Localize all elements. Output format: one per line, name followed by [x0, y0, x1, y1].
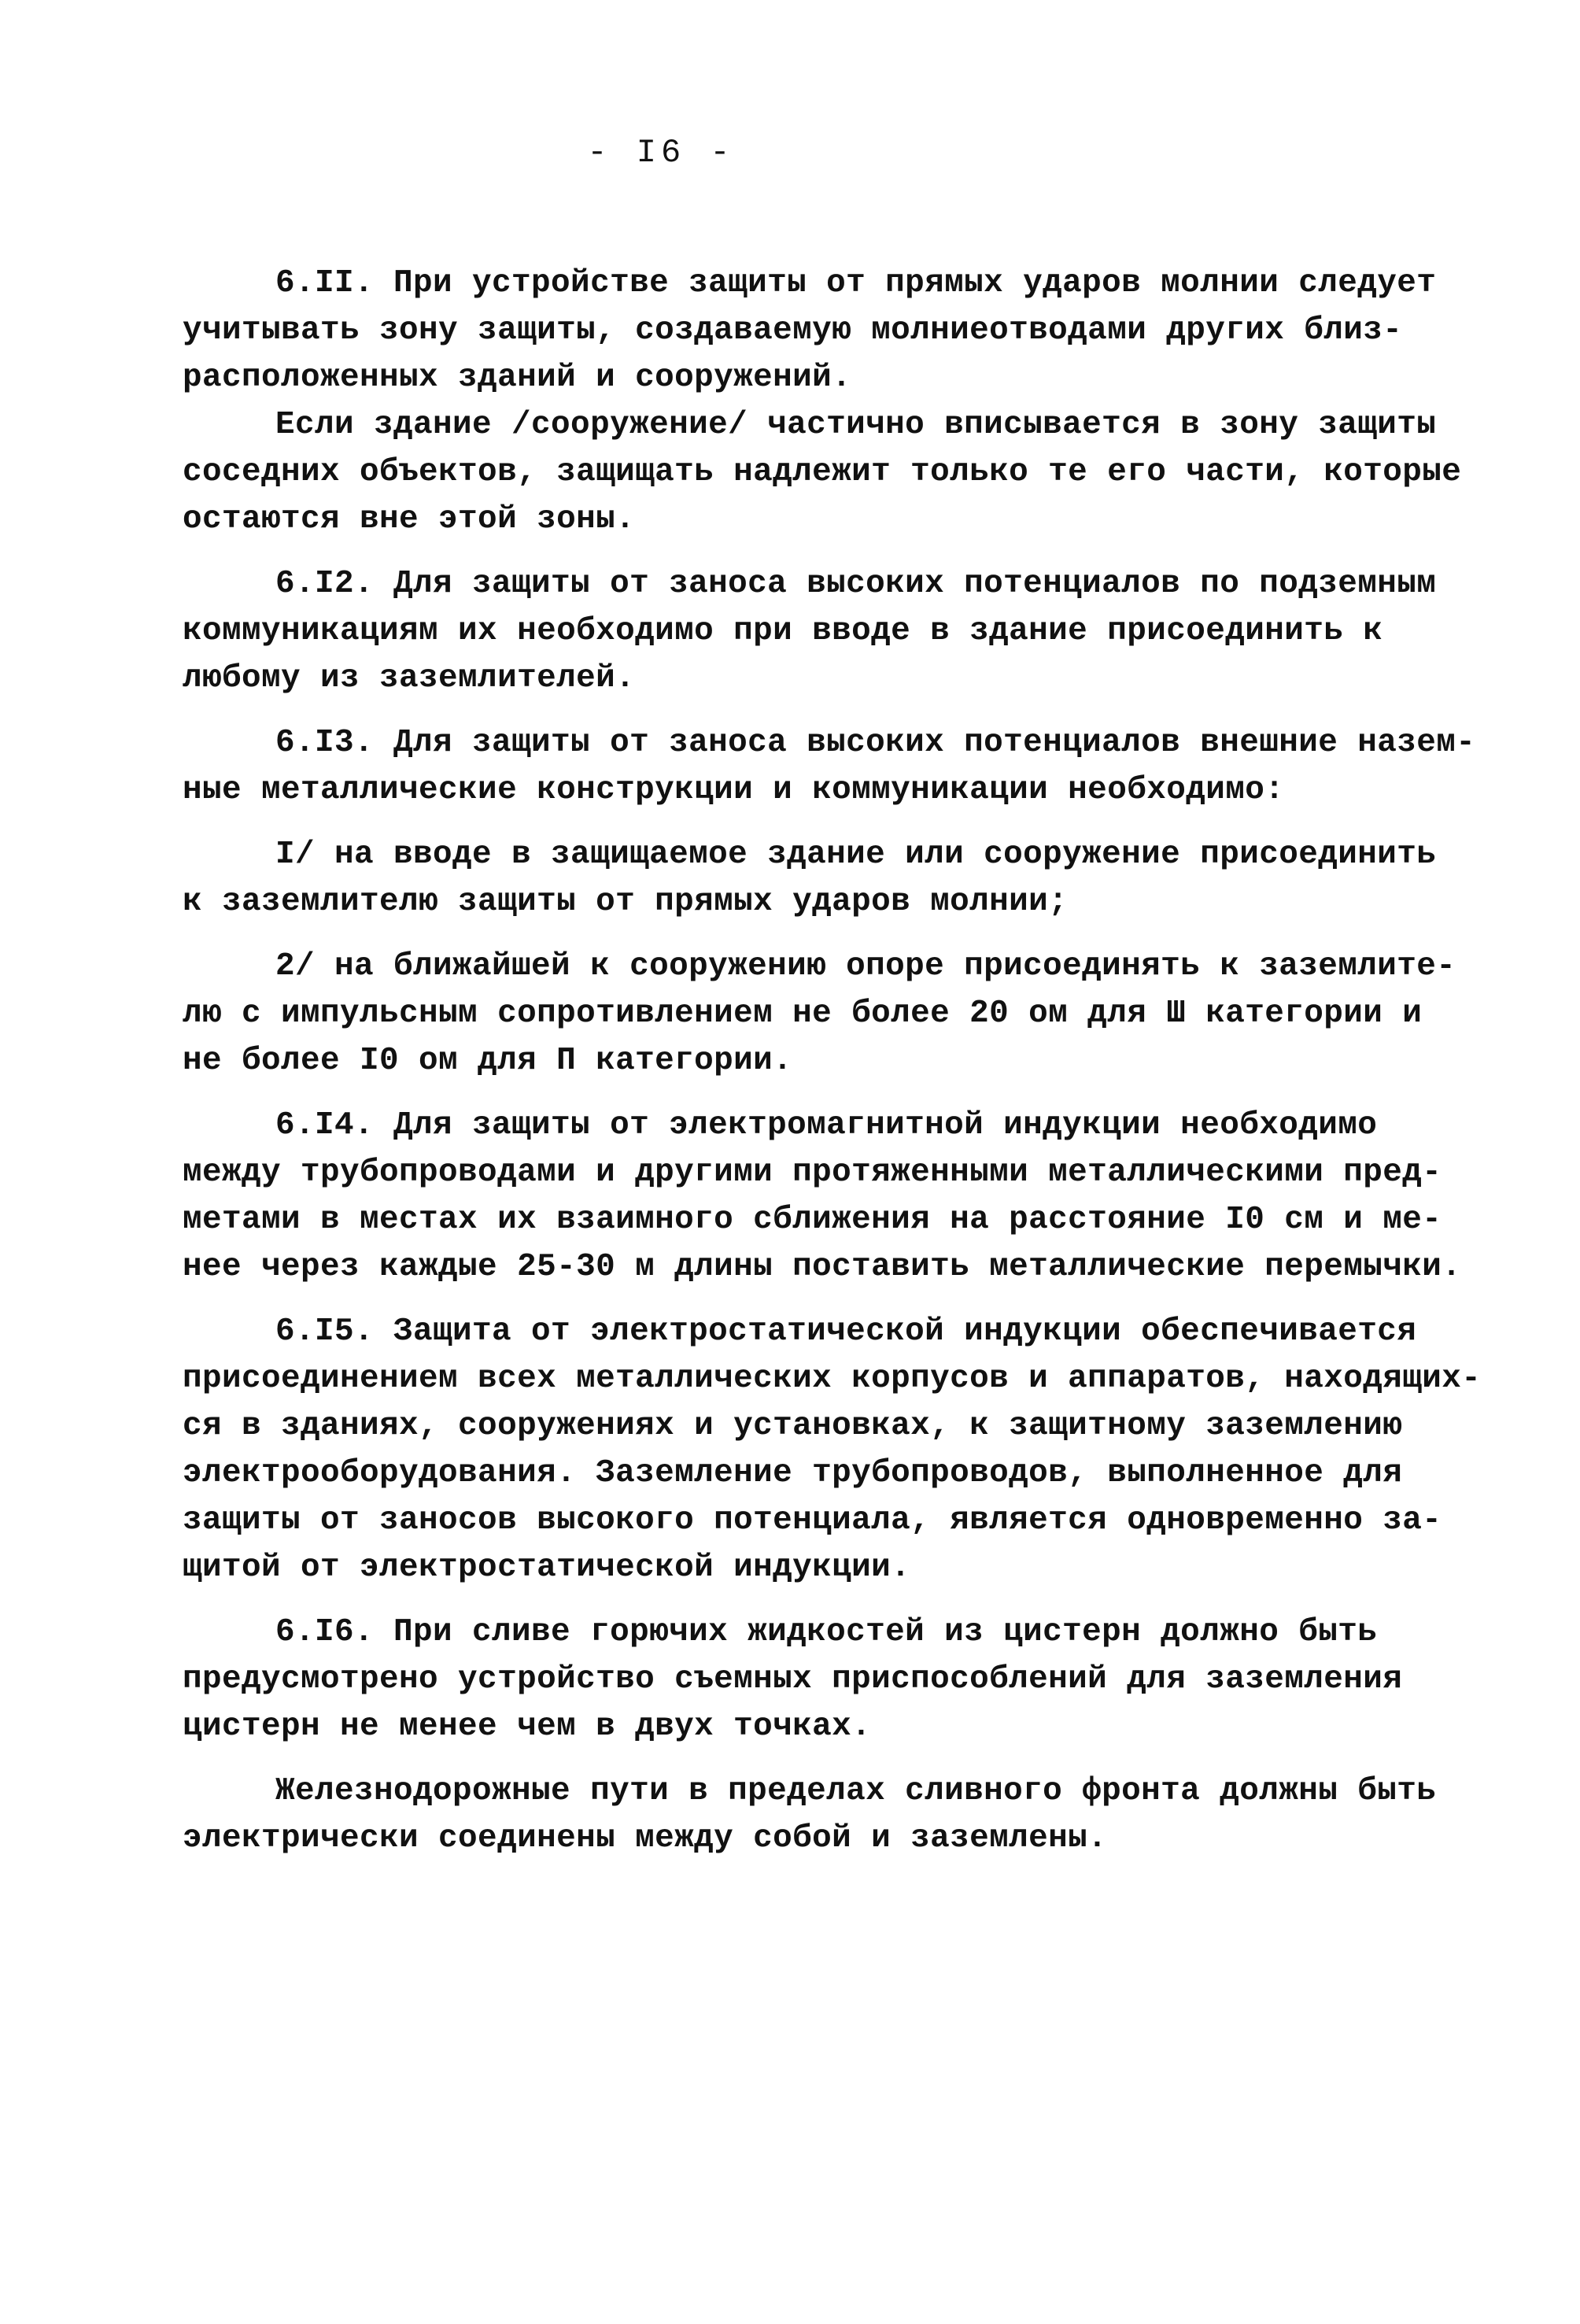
- paragraph-6-16: [183, 1609, 1410, 1750]
- text-line: расположенных зданий и сооружений.: [183, 360, 852, 396]
- paragraph-6-15: [183, 1308, 1482, 1591]
- text-line: I/ на вводе в защищаемое здание или сооружение присоединить: [275, 837, 1437, 873]
- paragraph-6-14: [183, 1102, 1462, 1291]
- text-line: между трубопроводами и другими протяженными металлическими пред-: [183, 1155, 1442, 1191]
- text-line: соседних объектов, защищать надлежит только те его части, которые: [183, 454, 1462, 490]
- text-line: цистерн не менее чем в двух точках.: [183, 1709, 872, 1745]
- paragraph-6-13-item-1: [183, 831, 1437, 926]
- text-line: лю с импульсным сопротивлением не более 20 ом для Ш категории и: [183, 996, 1423, 1032]
- text-line: любому из заземлителей.: [183, 660, 636, 696]
- paragraph-6-11: [183, 260, 1437, 401]
- text-line: ся в зданиях, сооружениях и установках, к защитному заземлению: [183, 1408, 1403, 1444]
- text-line: защиты от заносов высокого потенциала, является одновременно за-: [183, 1502, 1442, 1539]
- text-line: 6.I4. Для защиты от электромагнитной индукции необходимо: [275, 1107, 1378, 1144]
- text-line: остаются вне этой зоны.: [183, 501, 636, 538]
- text-line: электрически соединены между собой и заземлены.: [183, 1820, 1108, 1857]
- text-line: Железнодорожные пути в пределах сливного фронта должны быть: [275, 1773, 1437, 1809]
- text-line: 2/ на ближайшей к сооружению опоре присоединять к заземлите-: [275, 948, 1456, 985]
- text-line: метами в местах их взаимного сближения на расстояние I0 см и ме-: [183, 1202, 1442, 1238]
- text-line: присоединением всех металлических корпусов и аппаратов, находящих-: [183, 1361, 1482, 1397]
- text-line: предусмотрено устройство съемных приспособлений для заземления: [183, 1661, 1403, 1698]
- text-line: 6.I5. Защита от электростатической индукции обеспечивается: [275, 1313, 1417, 1350]
- paragraph-6-13-item-2: [183, 943, 1456, 1084]
- paragraph-6-12: [183, 560, 1437, 702]
- text-line: 6.I3. Для защиты от заноса высоких потенциалов внешние назем-: [275, 725, 1476, 761]
- text-line: щитой от электростатической индукции.: [183, 1550, 911, 1586]
- paragraph-6-13: [183, 719, 1476, 814]
- text-line: электрооборудования. Заземление трубопроводов, выполненное для: [183, 1455, 1403, 1491]
- text-line: учитывать зону защиты, создаваемую молниеотводами других близ-: [183, 312, 1403, 349]
- text-line: 6.II. При устройстве защиты от прямых ударов молнии следует: [275, 265, 1437, 301]
- text-line: коммуникациям их необходимо при вводе в здание присоединить к: [183, 613, 1383, 649]
- text-line: нее через каждые 25-30 м длины поставить металлические перемычки.: [183, 1249, 1462, 1285]
- paragraph-6-16-continued: [183, 1768, 1437, 1862]
- page-number: - I6 -: [587, 134, 735, 172]
- document-body: [183, 260, 1482, 1862]
- text-line: не более I0 ом для П категории.: [183, 1043, 793, 1079]
- text-line: 6.I2. Для защиты от заноса высоких потенциалов по подземным: [275, 566, 1437, 602]
- text-line: к заземлителю защиты от прямых ударов молнии;: [183, 884, 1069, 920]
- text-line: 6.I6. При сливе горючих жидкостей из цистерн должно быть: [275, 1614, 1378, 1650]
- text-line: ные металлические конструкции и коммуникации необходимо:: [183, 772, 1285, 808]
- paragraph-6-11-continued: [183, 401, 1462, 543]
- text-line: Если здание /сооружение/ частично вписывается в зону защиты: [275, 407, 1437, 443]
